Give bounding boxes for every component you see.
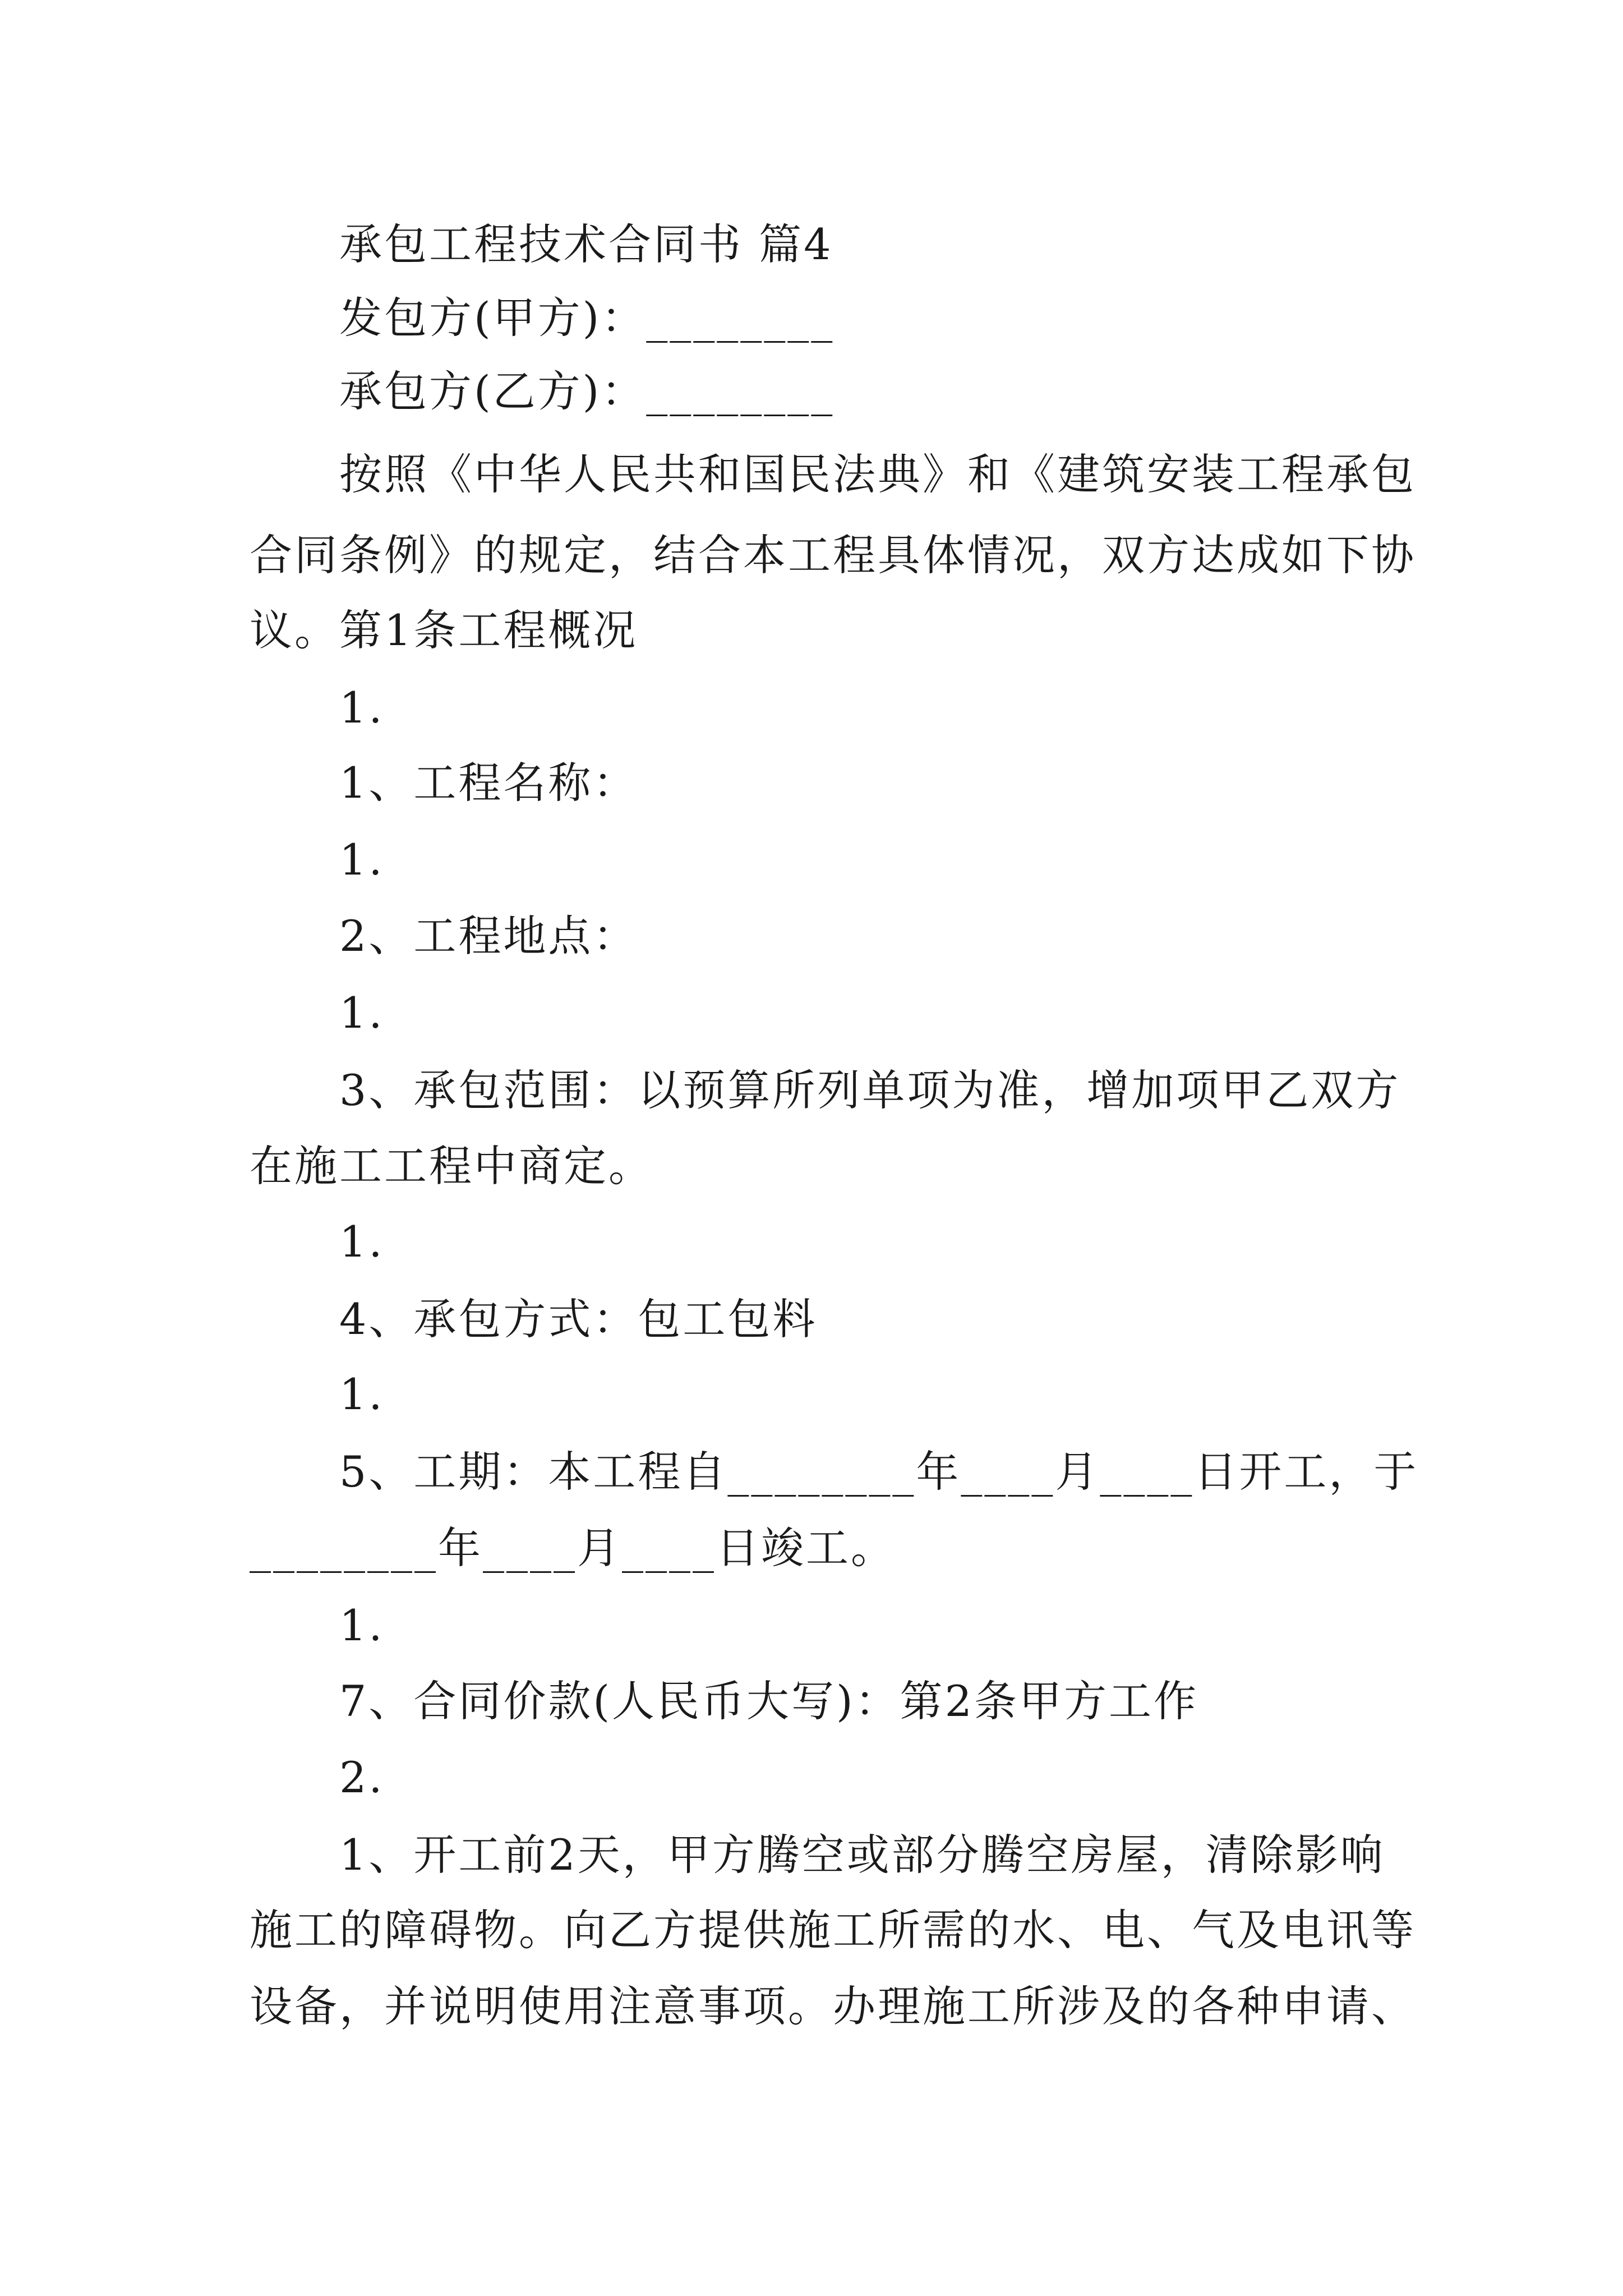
- clause-line: 1、工程名称：: [339, 758, 638, 808]
- paragraph-line: 按照《中华人民共和国民法典》和《建筑安装工程承包: [339, 449, 1416, 499]
- clause-line: 3、承包范围：以预算所列单项为准，增加项甲乙双方: [339, 1065, 1401, 1115]
- clause-number: 1.: [339, 1600, 385, 1650]
- party-a-line: 发包方(甲方)：________: [339, 293, 835, 343]
- clause-line: 在施工工程中商定。: [250, 1141, 653, 1191]
- clause-line: 施工的障碍物。向乙方提供施工所需的水、电、气及电讯等: [250, 1905, 1416, 1955]
- paragraph-line: 议。第1条工程概况: [250, 605, 638, 655]
- paragraph-line: 合同条例》的规定，结合本工程具体情况，双方达成如下协: [250, 530, 1416, 580]
- clause-line: 2、工程地点：: [339, 911, 638, 961]
- clause-number: 1.: [339, 1369, 385, 1419]
- clause-line: 7、合同价款(人民币大写)：第2条甲方工作: [339, 1676, 1199, 1726]
- clause-line: ________年____月____日竣工。: [250, 1523, 896, 1573]
- clause-number: 1.: [339, 835, 385, 885]
- party-b-line: 承包方(乙方)：________: [339, 366, 835, 416]
- clause-number: 1.: [339, 988, 385, 1038]
- clause-line: 1、开工前2天，甲方腾空或部分腾空房屋，清除影响: [339, 1830, 1385, 1880]
- document-title: 承包工程技术合同书 篇4: [339, 219, 833, 269]
- clause-number: 2.: [339, 1752, 385, 1802]
- clause-line: 5、工期：本工程自________年____月____日开工，于: [339, 1447, 1419, 1497]
- clause-line: 4、承包方式：包工包料: [339, 1294, 818, 1344]
- clause-number: 1.: [339, 683, 385, 733]
- clause-number: 1.: [339, 1217, 385, 1267]
- clause-line: 设备，并说明使用注意事项。办理施工所涉及的各种申请、: [250, 1981, 1416, 2031]
